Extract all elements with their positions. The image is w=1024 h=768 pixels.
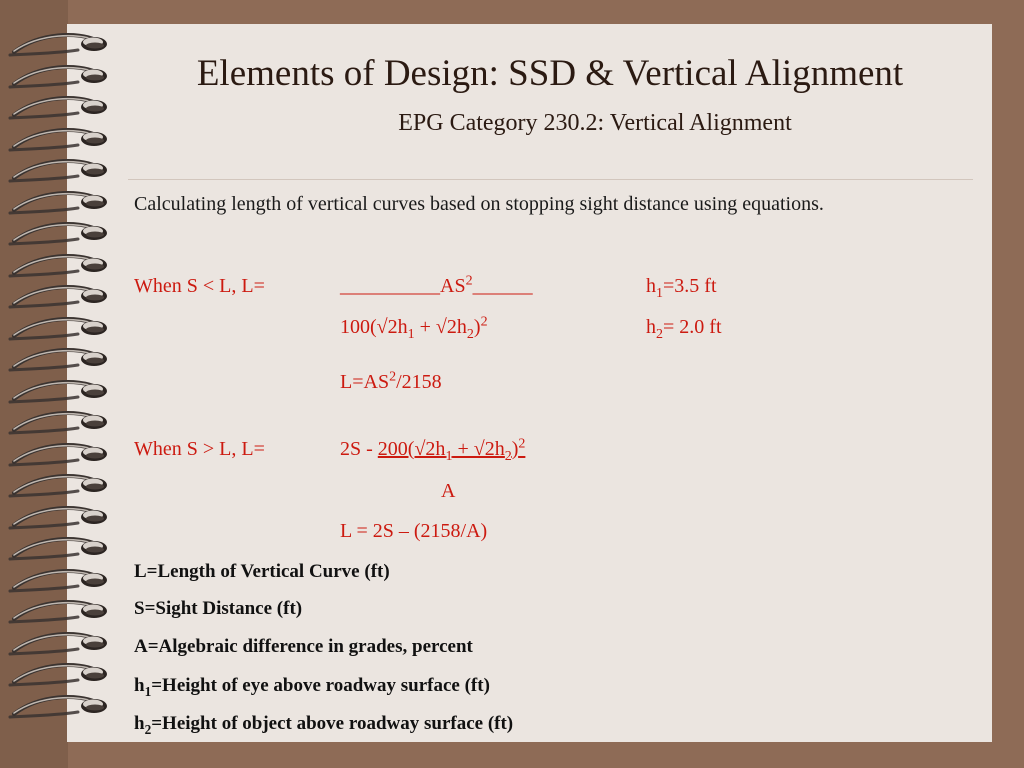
case2-num-sub1: 1 bbox=[445, 449, 453, 464]
spiral-ring-icon bbox=[0, 375, 112, 407]
spiral-ring-icon bbox=[0, 690, 112, 722]
h1-label: h bbox=[646, 275, 656, 297]
case1-numerator bbox=[340, 275, 533, 298]
spiral-ring-icon bbox=[0, 343, 112, 375]
case1-denominator bbox=[340, 314, 488, 342]
case2-num-part3: ) bbox=[511, 438, 519, 460]
spiral-ring-icon bbox=[0, 217, 112, 249]
definition-sub: 2 bbox=[144, 721, 152, 737]
spiral-ring-icon bbox=[0, 312, 112, 344]
definition-item bbox=[134, 675, 490, 697]
title-divider bbox=[128, 179, 973, 180]
case2-simplified: L = 2S – (2158/A) bbox=[340, 520, 488, 542]
case2-num-exp: 2 bbox=[518, 436, 526, 452]
h1-val: =3.5 ft bbox=[663, 275, 717, 297]
spiral-ring-icon bbox=[0, 186, 112, 218]
definition-item bbox=[134, 636, 473, 658]
case1-simp-prefix: L=AS bbox=[340, 371, 390, 393]
case1-numerator-line: ______ bbox=[472, 275, 533, 297]
definition-label: h bbox=[134, 675, 145, 696]
spiral-ring-icon bbox=[0, 564, 112, 596]
spiral-ring-icon bbox=[0, 532, 112, 564]
slide-title: Elements of Design: SSD & Vertical Alignment bbox=[196, 53, 904, 94]
definition-text: =Height of eye above roadway surface (ft) bbox=[151, 675, 490, 696]
case1-simplified bbox=[340, 371, 442, 394]
case1-den-part2: + √2h bbox=[414, 316, 467, 338]
definition-text: S=Sight Distance (ft) bbox=[134, 598, 303, 619]
case1-condition: When S < L, L= bbox=[134, 275, 265, 297]
case2-num-sub2: 2 bbox=[504, 449, 512, 464]
case2-formula bbox=[340, 436, 526, 464]
spiral-ring-icon bbox=[0, 60, 112, 92]
h1-sub: 1 bbox=[656, 286, 663, 301]
spiral-ring-icon bbox=[0, 154, 112, 186]
definition-text: L=Length of Vertical Curve (ft) bbox=[134, 561, 390, 582]
case1-den-part1: 100(√2h bbox=[340, 316, 408, 338]
case1-den-sub2: 2 bbox=[466, 327, 474, 342]
definition-text: A=Algebraic difference in grades, percent bbox=[134, 636, 473, 657]
case1-simp-exp: 2 bbox=[389, 369, 397, 385]
h1-value bbox=[646, 275, 717, 301]
definition-item bbox=[134, 713, 513, 735]
h2-value bbox=[646, 316, 722, 342]
slide-subtitle: EPG Category 230.2: Vertical Alignment bbox=[398, 110, 792, 136]
definition-sub: 1 bbox=[144, 683, 152, 699]
spiral-ring-icon bbox=[0, 406, 112, 438]
case2-denominator: A bbox=[441, 480, 456, 502]
spiral-ring-icon bbox=[0, 658, 112, 690]
spiral-ring-icon bbox=[0, 627, 112, 659]
case1-den-exp: 2 bbox=[480, 314, 488, 330]
spiral-ring-icon bbox=[0, 28, 112, 60]
case1-den-part3: ) bbox=[473, 316, 481, 338]
spiral-ring-icon bbox=[0, 249, 112, 281]
definition-item bbox=[134, 561, 390, 583]
spiral-ring-icon bbox=[0, 123, 112, 155]
case2-lead: 2S - bbox=[340, 438, 378, 460]
definition-item bbox=[134, 598, 302, 620]
case2-num-part2: + √2h bbox=[452, 438, 505, 460]
spiral-ring-icon bbox=[0, 438, 112, 470]
case2-numerator bbox=[377, 436, 526, 464]
case1-den-sub1: 1 bbox=[407, 327, 415, 342]
h2-sub: 2 bbox=[656, 327, 663, 342]
h2-label: h bbox=[646, 316, 656, 338]
definition-label: h bbox=[134, 713, 145, 734]
case1-simp-suffix: /2158 bbox=[396, 371, 442, 393]
h2-val: = 2.0 ft bbox=[663, 316, 722, 338]
case2-condition: When S > L, L= bbox=[134, 438, 265, 460]
spiral-ring-icon bbox=[0, 91, 112, 123]
spiral-ring-icon bbox=[0, 469, 112, 501]
spiral-ring-icon bbox=[0, 595, 112, 627]
case1-numerator-exp: 2 bbox=[465, 273, 473, 289]
intro-text: Calculating length of vertical curves based on stopping sight distance using equations. bbox=[134, 193, 824, 215]
spiral-ring-icon bbox=[0, 280, 112, 312]
case1-numerator-text: __________AS bbox=[340, 275, 466, 297]
definition-text: =Height of object above roadway surface (ft) bbox=[151, 713, 514, 734]
case2-num-part1: 200(√2h bbox=[377, 438, 446, 460]
spiral-ring-icon bbox=[0, 501, 112, 533]
